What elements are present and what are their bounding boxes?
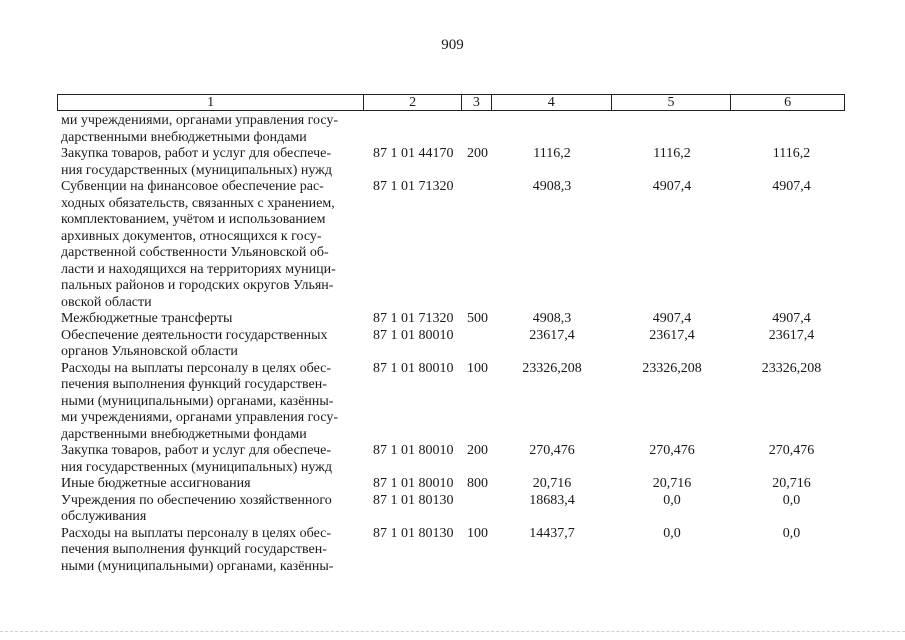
description-line: ния государственных (муниципальных) нужд xyxy=(61,459,332,475)
header-col-1: 1 xyxy=(58,95,364,110)
row-value-col4: 1116,2 xyxy=(533,146,571,161)
row-value-col4: 270,476 xyxy=(529,443,575,458)
header-col-2: 2 xyxy=(364,95,462,110)
row-value-col5: 270,476 xyxy=(649,443,695,458)
row-value-col4: 4908,3 xyxy=(532,311,572,326)
row-value-col4: 23326,208 xyxy=(522,360,582,376)
table-header-row xyxy=(57,94,845,111)
table-row xyxy=(57,113,845,146)
table-body xyxy=(57,113,845,575)
row-description xyxy=(57,311,364,328)
row-expense-type: 200 xyxy=(467,443,488,458)
row-code: 87 1 01 80010 xyxy=(373,360,454,376)
row-value-col5: 4907,4 xyxy=(652,179,692,194)
row-value-col5: 23326,208 xyxy=(642,360,702,376)
row-value-col4 xyxy=(492,113,612,146)
row-value-col6: 1116,2 xyxy=(772,146,811,161)
header-col-4: 4 xyxy=(492,95,612,110)
description-line: органов Ульяновской области xyxy=(61,344,238,359)
description-line: комплектованием, учётом и использованием xyxy=(61,212,326,227)
row-description xyxy=(57,493,364,526)
scan-edge-line xyxy=(0,631,905,632)
header-col-5: 5 xyxy=(612,95,732,110)
row-value-col6: 4907,4 xyxy=(772,179,811,194)
header-col-6: 6 xyxy=(784,95,792,110)
description-line: Закупка товаров, работ и услуг для обеспече- xyxy=(61,443,332,458)
row-code: 87 1 01 80010 xyxy=(373,327,454,343)
row-value-col6: 23617,4 xyxy=(768,327,815,343)
description-line: Обеспечение деятельности государственных xyxy=(61,327,328,343)
row-code: 87 1 01 80010 xyxy=(373,443,454,458)
description-line: дарственными внебюджетными фондами xyxy=(61,129,307,145)
description-line: овской области xyxy=(61,294,152,310)
row-code: 87 1 01 71320 xyxy=(373,311,454,326)
row-value-col5: 20,716 xyxy=(652,476,692,491)
row-code: 87 1 01 71320 xyxy=(373,179,454,194)
row-value-col4: 23617,4 xyxy=(529,327,575,343)
row-expense-type: 200 xyxy=(467,146,488,161)
row-value-col5: 0,0 xyxy=(663,492,681,508)
table-row xyxy=(57,361,845,444)
description-line: ми учреждениями, органами управления госу- xyxy=(61,113,339,128)
table-row xyxy=(57,476,845,493)
row-expense-type: 800 xyxy=(467,476,488,491)
description-line: Расходы на выплаты персоналу в целях обес- xyxy=(61,360,332,376)
row-value-col6: 0,0 xyxy=(782,525,801,541)
row-code: 87 1 01 80010 xyxy=(373,476,454,491)
row-description xyxy=(57,361,364,444)
row-description xyxy=(57,113,364,146)
description-line: ными (муниципальными) органами, казённы- xyxy=(61,393,334,409)
description-line: Субвенции на финансовое обеспечение рас- xyxy=(61,179,324,194)
row-description xyxy=(57,476,364,493)
row-description xyxy=(57,146,364,179)
row-value-col6: 23326,208 xyxy=(761,360,822,376)
description-line: пальных районов и городских округов Ульян- xyxy=(61,278,334,293)
table-row xyxy=(57,311,845,328)
row-code: 87 1 01 44170 xyxy=(373,146,454,161)
row-value-col5: 4907,4 xyxy=(652,311,692,326)
description-line: ходных обязательств, связанных с хранением, xyxy=(61,195,335,211)
description-line: печения выполнения функций государствен- xyxy=(61,377,327,392)
row-value-col6: 0,0 xyxy=(782,492,801,508)
page-number: 909 xyxy=(441,37,464,53)
budget-table xyxy=(57,94,845,575)
description-line: архивных документов, относящихся к госу- xyxy=(61,228,322,244)
row-value-col4: 4908,3 xyxy=(532,179,572,194)
description-line: обслуживания xyxy=(61,509,147,524)
row-code: 87 1 01 80130 xyxy=(373,525,454,541)
description-line: ния государственных (муниципальных) нужд xyxy=(61,162,332,178)
row-description xyxy=(57,526,364,576)
description-line: ми учреждениями, органами управления госу- xyxy=(61,410,339,425)
description-line: ными (муниципальными) органами, казённы- xyxy=(61,558,334,574)
description-line: Учреждения по обеспечению хозяйственного xyxy=(61,492,332,508)
row-value-col5: 23617,4 xyxy=(649,327,695,343)
description-line: дарственной собственности Ульяновской об- xyxy=(61,245,329,260)
description-line: Расходы на выплаты персоналу в целях обес- xyxy=(61,525,332,541)
row-expense-type xyxy=(462,179,492,311)
table-row xyxy=(57,493,845,526)
row-value-col5: 0,0 xyxy=(663,525,681,541)
header-col-3: 3 xyxy=(462,95,492,110)
row-value-col5 xyxy=(612,113,732,146)
row-expense-type xyxy=(462,113,492,146)
row-description xyxy=(57,443,364,476)
table-row xyxy=(57,526,845,576)
row-value-col4: 20,716 xyxy=(532,476,572,491)
row-value-col4: 18683,4 xyxy=(529,492,575,508)
table-row xyxy=(57,179,845,311)
table-row xyxy=(57,328,845,361)
table-row xyxy=(57,146,845,179)
row-expense-type: 100 xyxy=(467,360,488,376)
row-description xyxy=(57,179,364,311)
row-expense-type: 100 xyxy=(467,525,488,541)
description-line: дарственными внебюджетными фондами xyxy=(61,426,307,442)
row-value-col5: 1116,2 xyxy=(653,146,691,161)
row-code: 87 1 01 80130 xyxy=(373,492,454,508)
table-row xyxy=(57,443,845,476)
row-value-col6: 20,716 xyxy=(772,476,811,491)
description-line: Иные бюджетные ассигнования xyxy=(61,476,251,491)
row-expense-type xyxy=(462,493,492,526)
description-line: печения выполнения функций государствен- xyxy=(61,542,327,557)
row-value-col4: 14437,7 xyxy=(529,525,575,541)
row-value-col6: 4907,4 xyxy=(772,311,811,326)
row-expense-type: 500 xyxy=(467,311,488,326)
row-expense-type xyxy=(462,328,492,361)
description-line: Межбюджетные трансферты xyxy=(61,311,233,326)
description-line: Закупка товаров, работ и услуг для обеспече- xyxy=(61,146,332,161)
row-code xyxy=(364,113,462,146)
description-line: ласти и находящихся на территориях муници- xyxy=(61,261,336,277)
row-description xyxy=(57,328,364,361)
row-value-col6 xyxy=(732,113,845,146)
row-value-col6: 270,476 xyxy=(768,443,815,458)
